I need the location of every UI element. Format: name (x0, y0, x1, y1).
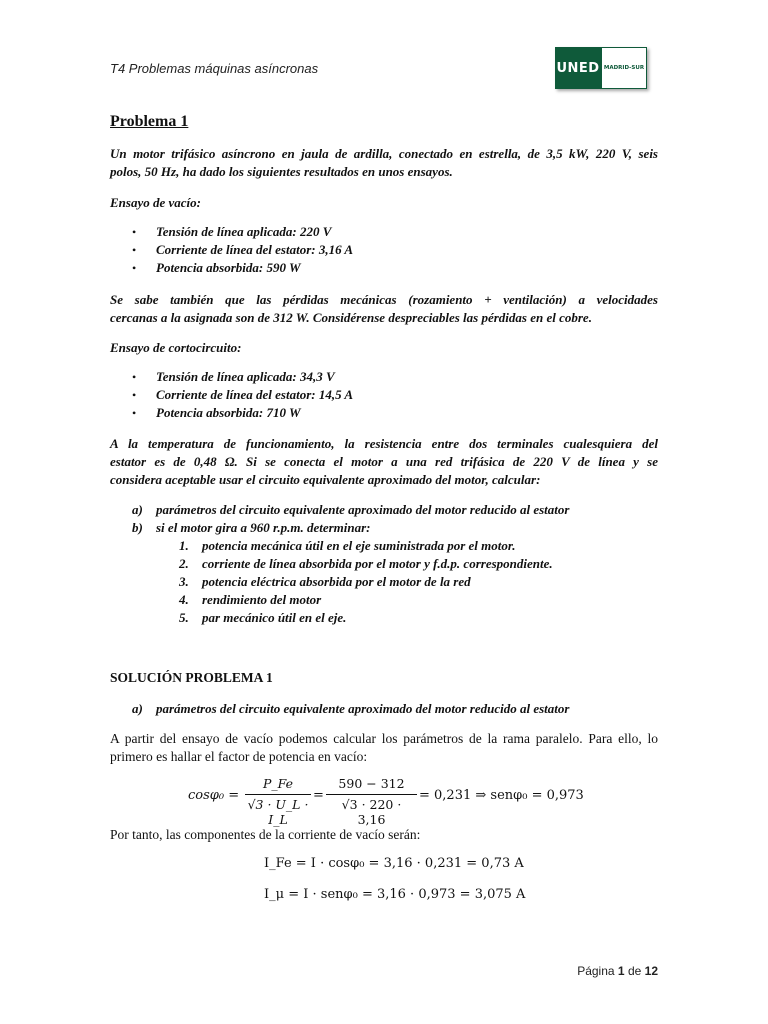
sub-question-text: potencia mecánica útil en el eje suministrada por el motor. (202, 538, 516, 553)
logo-sub-text: MADRID-SUR (601, 47, 647, 89)
equation-1-result: = 0,231 ⇒ senφ₀ = 0,973 (419, 788, 584, 803)
short-circuit-item: Corriente de línea del estator: 14,5 A (156, 387, 354, 402)
sub-question-number: 1. (179, 538, 189, 553)
no-load-item: Corriente de línea del estator: 3,16 A (156, 242, 354, 257)
sub-question-number: 3. (179, 574, 189, 589)
mechanical-losses-line-2: cercanas a la asignada son de 312 W. Considérense despreciables las pérdidas en el cobre. (110, 310, 592, 325)
question-a-marker: a) (132, 502, 143, 517)
solution-a-title: parámetros del circuito equivalente aproximado del motor reducido al estator (156, 701, 570, 716)
short-circuit-item: Tensión de línea aplicada: 34,3 V (156, 369, 335, 384)
mechanical-losses-line-1: Se sabe también que las pérdidas mecánicas (rozamiento + ventilación) a velocidades (110, 292, 658, 307)
page-total: 12 (644, 964, 658, 978)
uned-logo (555, 47, 647, 89)
sub-question-text: par mecánico útil en el eje. (202, 610, 347, 625)
bullet: • (132, 243, 137, 257)
question-b-marker: b) (132, 520, 143, 535)
question-b: si el motor gira a 960 r.p.m. determinar: (156, 520, 371, 535)
document-header-title: T4 Problemas máquinas asíncronas (110, 61, 319, 76)
temperature-line-1: A la temperatura de funcionamiento, la resistencia entre dos terminales cualesquiera del (110, 436, 658, 451)
bullet: • (132, 225, 137, 239)
solution-a-marker: a) (132, 701, 143, 716)
solution-paragraph-1-line-2: primero es hallar el factor de potencia en vacío: (110, 749, 368, 764)
no-load-item: Potencia absorbida: 590 W (156, 260, 301, 275)
bullet: • (132, 388, 137, 402)
equation-1-fraction-1-denominator: √3 · U_L · I_L (247, 797, 309, 827)
equation-1-fraction-2-denominator: √3 · 220 · 3,16 (341, 797, 402, 827)
equation-2: I_Fe = I · cosφ₀ = 3,16 · 0,231 = 0,73 A (264, 856, 524, 871)
bullet: • (132, 406, 137, 420)
equation-3: I_μ = I · senφ₀ = 3,16 · 0,973 = 3,075 A (264, 887, 526, 902)
logo-main-text: UNED (555, 47, 601, 89)
equation-1-equals: = (313, 788, 324, 803)
page-number: 1 (617, 964, 625, 978)
sub-question-number: 5. (179, 610, 189, 625)
solution-heading: SOLUCIÓN PROBLEMA 1 (110, 670, 273, 685)
solution-paragraph-2: Por tanto, las componentes de la corriente de vacío serán: (110, 827, 421, 842)
problem-intro-line-1: Un motor trifásico asíncrono en jaula de ardilla, conectado en estrella, de 3,5 kW, 220 V, seis (110, 146, 658, 161)
equation-1-fraction-1-numerator: P_Fe (262, 776, 294, 791)
problem-intro-line-2: polos, 50 Hz, ha dado los siguientes resultados en unos ensayos. (110, 164, 453, 179)
of-word: de (627, 964, 642, 978)
short-circuit-test-title: Ensayo de cortocircuito: (110, 340, 242, 355)
sub-question-text: corriente de línea absorbida por el motor y f.d.p. correspondiente. (202, 556, 553, 571)
equation-1-fraction-1 (245, 776, 311, 827)
solution-paragraph-1-line-1: A partir del ensayo de vacío podemos calcular los parámetros de la rama paralelo. Para ello, lo (110, 731, 658, 746)
temperature-line-2: estator es de 0,48 Ω. Si se conecta el motor a una red trifásica de 220 V de línea y se (110, 454, 658, 469)
page-word: Página (577, 964, 615, 978)
bullet: • (132, 261, 137, 275)
short-circuit-item: Potencia absorbida: 710 W (156, 405, 301, 420)
no-load-item: Tensión de línea aplicada: 220 V (156, 224, 332, 239)
bullet: • (132, 370, 137, 384)
no-load-test-title: Ensayo de vacío: (110, 195, 201, 210)
equation-1-fraction-2-numerator: 590 − 312 (338, 776, 405, 791)
page-footer (577, 964, 658, 978)
equation-1-fraction-2 (326, 776, 417, 827)
sub-question-text: potencia eléctrica absorbida por el motor de la red (202, 574, 471, 589)
question-a: parámetros del circuito equivalente aproximado del motor reducido al estator (156, 502, 570, 517)
sub-question-number: 4. (179, 592, 189, 607)
sub-question-number: 2. (179, 556, 189, 571)
equation-1-lhs: cosφ₀ = (188, 788, 240, 803)
temperature-line-3: considera aceptable usar el circuito equivalente aproximado del motor, calcular: (110, 472, 541, 487)
sub-question-text: rendimiento del motor (202, 592, 322, 607)
problem-heading: Problema 1 (110, 113, 189, 130)
